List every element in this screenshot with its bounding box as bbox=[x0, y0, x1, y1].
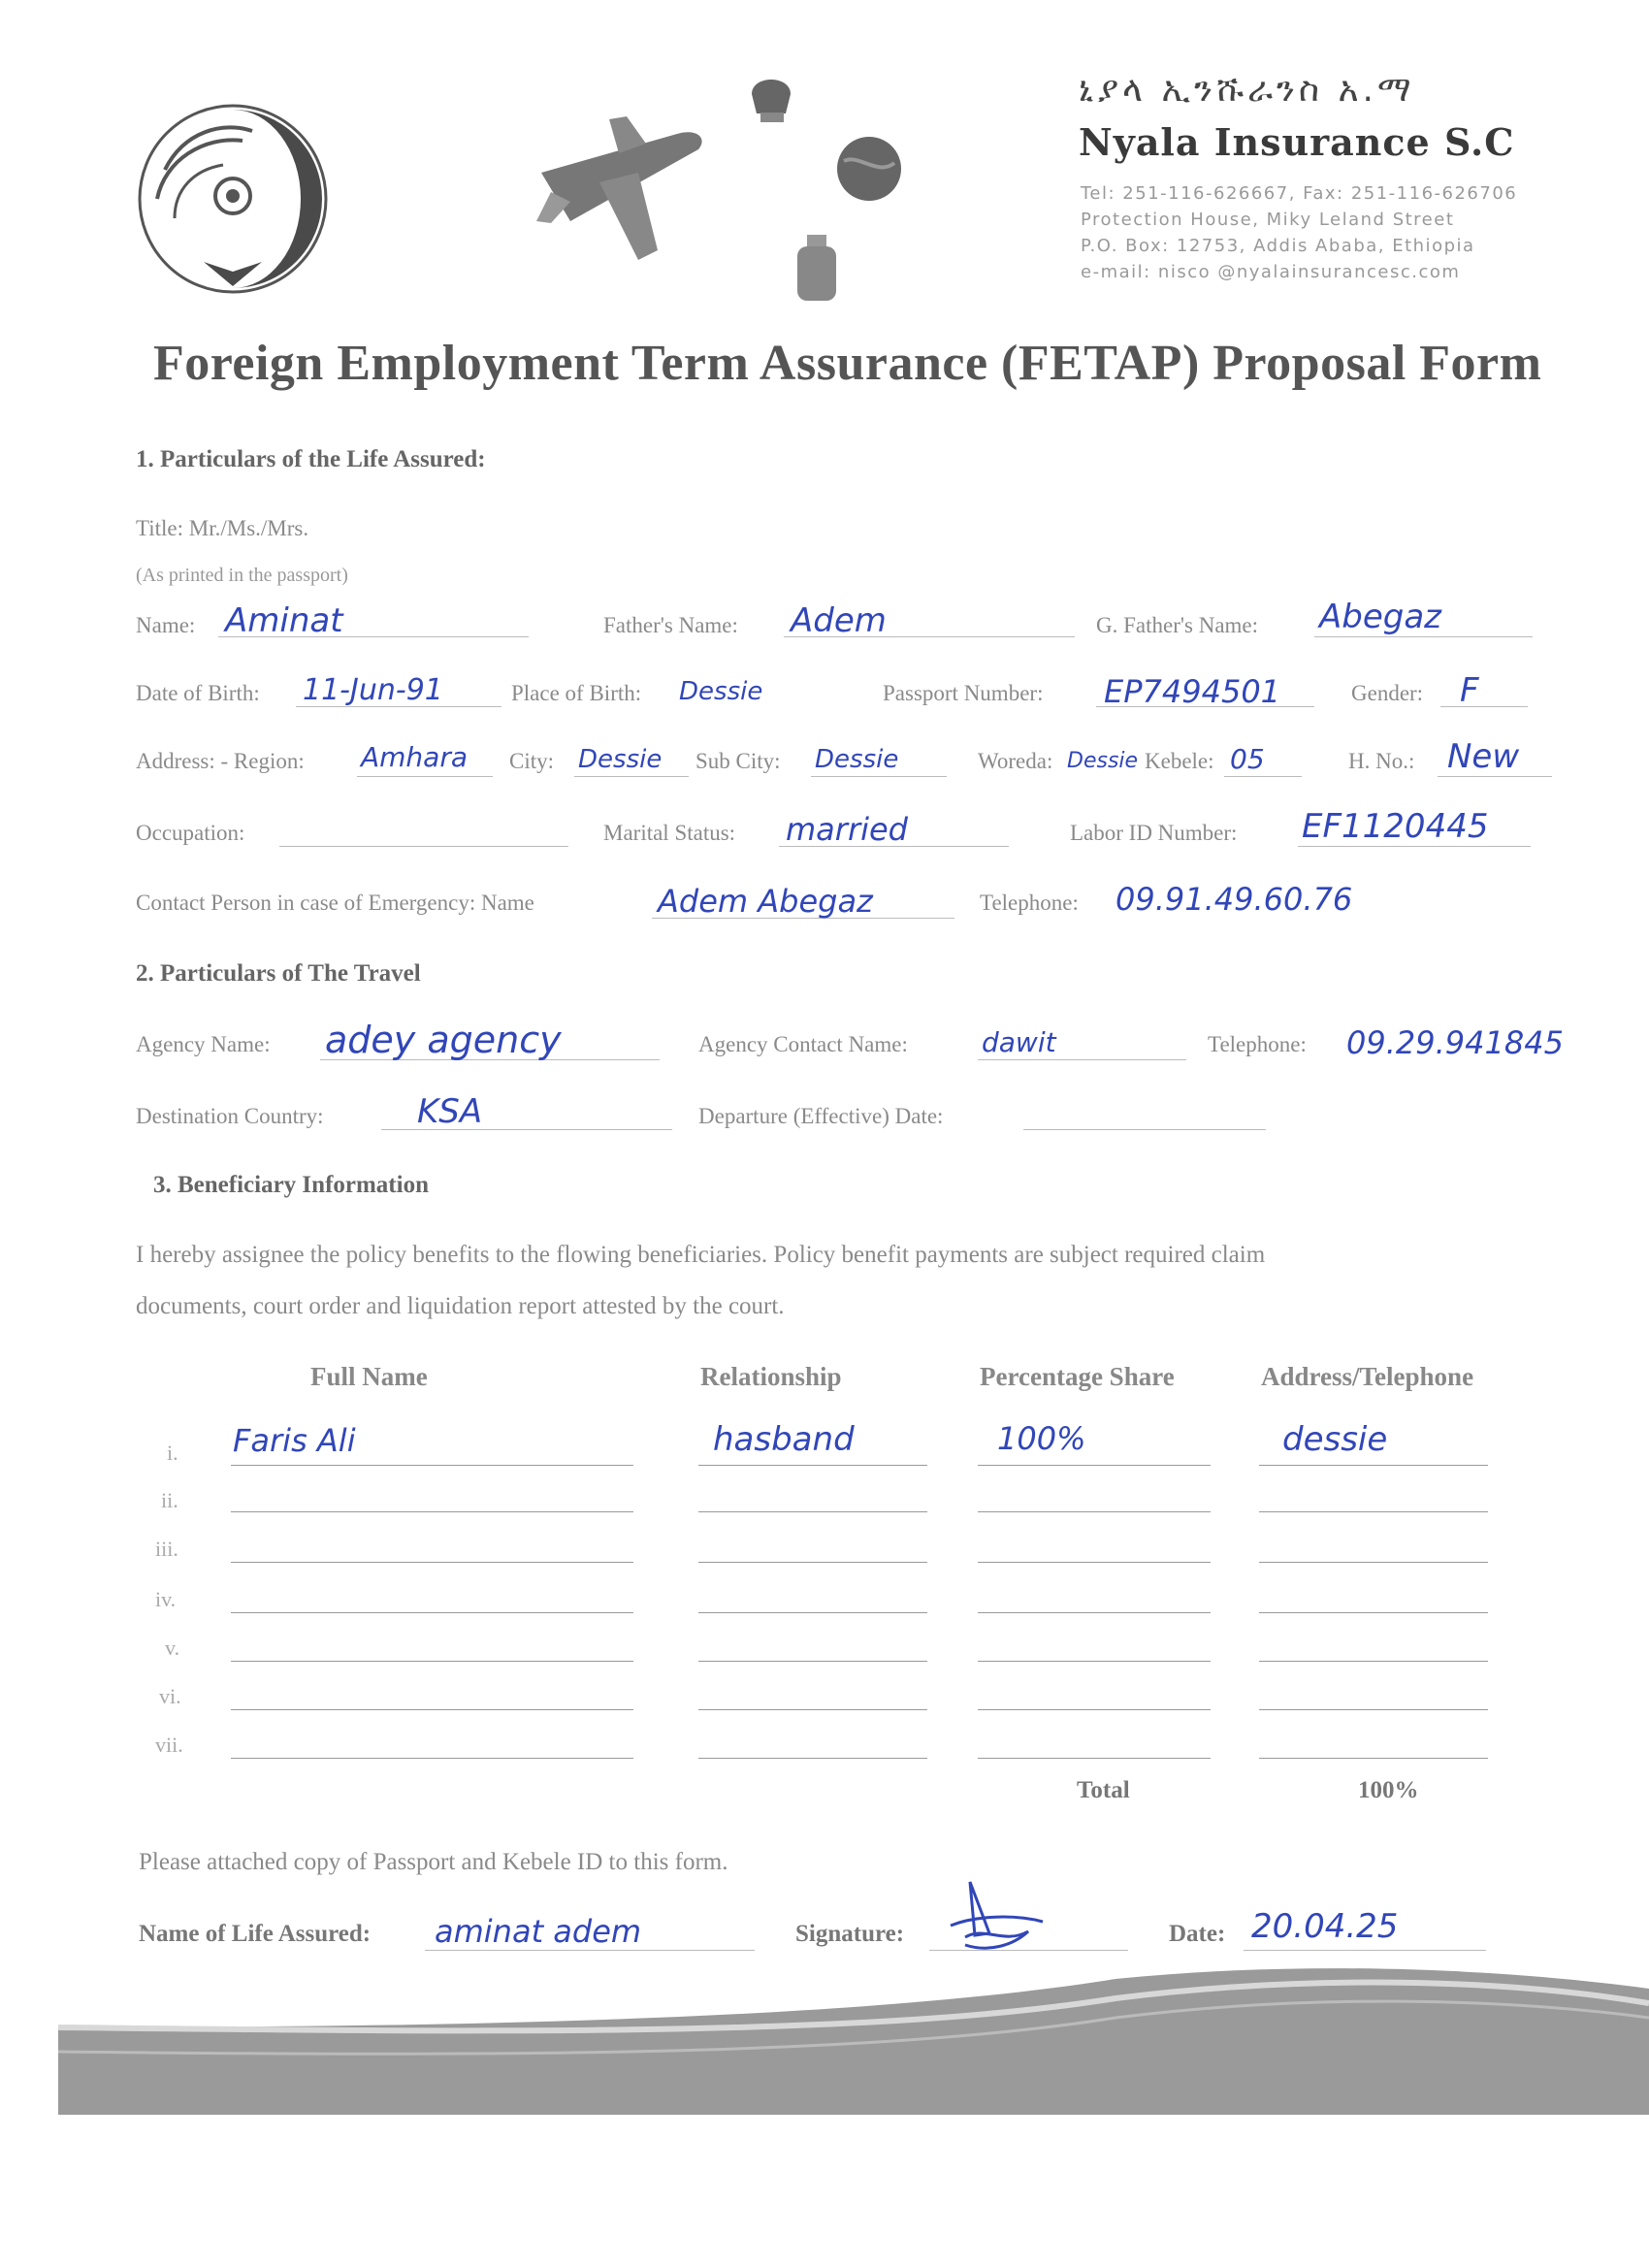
title-label: Title: Mr./Ms./Mrs. bbox=[136, 516, 309, 540]
footer-wave-decoration bbox=[0, 1960, 1649, 2115]
nyala-logo-icon bbox=[136, 102, 330, 296]
woreda-field[interactable]: Dessie bbox=[1067, 749, 1139, 773]
row-number: iii. bbox=[155, 1537, 178, 1561]
pob-label: Place of Birth: bbox=[511, 681, 642, 705]
destination-label: Destination Country: bbox=[136, 1104, 324, 1128]
section1-heading: 1. Particulars of the Life Assured: bbox=[136, 446, 486, 472]
father-name-label: Father's Name: bbox=[603, 613, 738, 637]
kebele-field[interactable]: 05 bbox=[1230, 743, 1265, 775]
beneficiary-name-field[interactable]: Faris Ali bbox=[233, 1422, 356, 1459]
date-label: Date: bbox=[1169, 1921, 1226, 1947]
agency-telephone-label: Telephone: bbox=[1208, 1032, 1307, 1056]
destination-field[interactable]: KSA bbox=[417, 1092, 483, 1131]
occupation-label: Occupation: bbox=[136, 821, 245, 845]
col-address-telephone: Address/Telephone bbox=[1261, 1362, 1474, 1391]
row-number: vi. bbox=[159, 1684, 181, 1708]
house-no-field[interactable]: New bbox=[1447, 737, 1520, 776]
departure-date-label: Departure (Effective) Date: bbox=[698, 1104, 944, 1128]
agency-name-field[interactable]: adey agency bbox=[325, 1019, 562, 1061]
city-label: City: bbox=[509, 749, 555, 773]
name-label: Name: bbox=[136, 613, 196, 637]
passport-label: Passport Number: bbox=[883, 681, 1044, 705]
woreda-label: Woreda: bbox=[978, 749, 1053, 773]
gfather-name-field[interactable]: Abegaz bbox=[1319, 598, 1442, 636]
life-assured-name-field[interactable]: aminat adem bbox=[435, 1913, 642, 1950]
dob-field[interactable]: 11-Jun-91 bbox=[303, 673, 443, 707]
beneficiary-paragraph-line1: I hereby assignee the policy benefits to the flowing beneficiaries. Policy benefit payments are subject required claim bbox=[136, 1242, 1266, 1268]
region-label: Address: - Region: bbox=[136, 749, 305, 773]
city-field[interactable]: Dessie bbox=[578, 745, 663, 774]
col-full-name: Full Name bbox=[310, 1362, 428, 1391]
father-name-field[interactable]: Adem bbox=[791, 601, 887, 640]
dob-label: Date of Birth: bbox=[136, 681, 260, 705]
marital-status-field[interactable]: married bbox=[786, 811, 908, 848]
emergency-contact-label: Contact Person in case of Emergency: Name bbox=[136, 891, 534, 915]
attachment-note: Please attached copy of Passport and Kebele ID to this form. bbox=[139, 1849, 728, 1875]
company-pobox: P.O. Box: 12753, Addis Ababa, Ethiopia bbox=[1081, 236, 1475, 256]
row-number: iv. bbox=[155, 1587, 177, 1611]
passport-note: (As printed in the passport) bbox=[136, 565, 348, 586]
total-value: 100% bbox=[1358, 1777, 1419, 1803]
beneficiary-share-field[interactable]: 100% bbox=[997, 1420, 1086, 1457]
gender-field[interactable]: F bbox=[1460, 671, 1479, 710]
section3-heading: 3. Beneficiary Information bbox=[153, 1172, 429, 1198]
cap-icon bbox=[747, 70, 795, 128]
col-percentage-share: Percentage Share bbox=[980, 1362, 1175, 1391]
company-name: Nyala Insurance S.C bbox=[1079, 120, 1515, 164]
marital-status-label: Marital Status: bbox=[603, 821, 736, 845]
total-label: Total bbox=[1077, 1777, 1130, 1803]
emergency-telephone-field[interactable]: 09.91.49.60.76 bbox=[1116, 881, 1353, 918]
airplane-icon bbox=[532, 114, 716, 270]
emergency-telephone-label: Telephone: bbox=[980, 891, 1079, 915]
signature-label: Signature: bbox=[795, 1921, 905, 1947]
pob-field[interactable]: Dessie bbox=[679, 677, 763, 706]
form-title: Foreign Employment Term Assurance (FETAP) Proposal Form bbox=[153, 336, 1542, 391]
bottle-icon bbox=[793, 233, 840, 303]
col-relationship: Relationship bbox=[700, 1362, 842, 1391]
row-number: ii. bbox=[161, 1488, 178, 1512]
beneficiary-relationship-field[interactable]: hasband bbox=[713, 1420, 855, 1459]
row-number: i. bbox=[167, 1441, 178, 1465]
region-field[interactable]: Amhara bbox=[361, 741, 469, 773]
gfather-name-label: G. Father's Name: bbox=[1096, 613, 1259, 637]
company-street: Protection House, Miky Leland Street bbox=[1081, 210, 1455, 230]
labor-id-field[interactable]: EF1120445 bbox=[1302, 807, 1489, 846]
signature-mark-icon[interactable] bbox=[946, 1877, 1052, 1960]
name-field[interactable]: Aminat bbox=[225, 601, 343, 640]
house-no-label: H. No.: bbox=[1348, 749, 1415, 773]
subcity-label: Sub City: bbox=[695, 749, 781, 773]
beneficiary-address-field[interactable]: dessie bbox=[1282, 1420, 1388, 1459]
agency-telephone-field[interactable]: 09.29.941845 bbox=[1346, 1024, 1564, 1061]
beneficiary-paragraph-line2: documents, court order and liquidation report attested by the court. bbox=[136, 1293, 785, 1319]
globe-icon bbox=[834, 134, 904, 204]
gender-label: Gender: bbox=[1351, 681, 1424, 705]
company-phone: Tel: 251-116-626667, Fax: 251-116-626706 bbox=[1081, 183, 1518, 204]
emergency-contact-field[interactable]: Adem Abegaz bbox=[658, 883, 873, 920]
passport-field[interactable]: EP7494501 bbox=[1104, 673, 1281, 710]
labor-id-label: Labor ID Number: bbox=[1070, 821, 1238, 845]
agency-contact-field[interactable]: dawit bbox=[982, 1026, 1056, 1058]
date-field[interactable]: 20.04.25 bbox=[1251, 1907, 1399, 1946]
row-number: vii. bbox=[155, 1733, 183, 1757]
subcity-field[interactable]: Dessie bbox=[815, 745, 899, 774]
section2-heading: 2. Particulars of The Travel bbox=[136, 960, 421, 987]
company-email: e-mail: nisco @nyalainsurancesc.com bbox=[1081, 262, 1461, 282]
row-number: v. bbox=[165, 1636, 180, 1660]
agency-name-label: Agency Name: bbox=[136, 1032, 271, 1056]
life-assured-name-label: Name of Life Assured: bbox=[139, 1921, 372, 1947]
company-amharic-name: ኒያላ ኢንሹራንስ አ.ማ bbox=[1079, 70, 1415, 110]
agency-contact-label: Agency Contact Name: bbox=[698, 1032, 908, 1056]
kebele-label: Kebele: bbox=[1145, 749, 1214, 773]
